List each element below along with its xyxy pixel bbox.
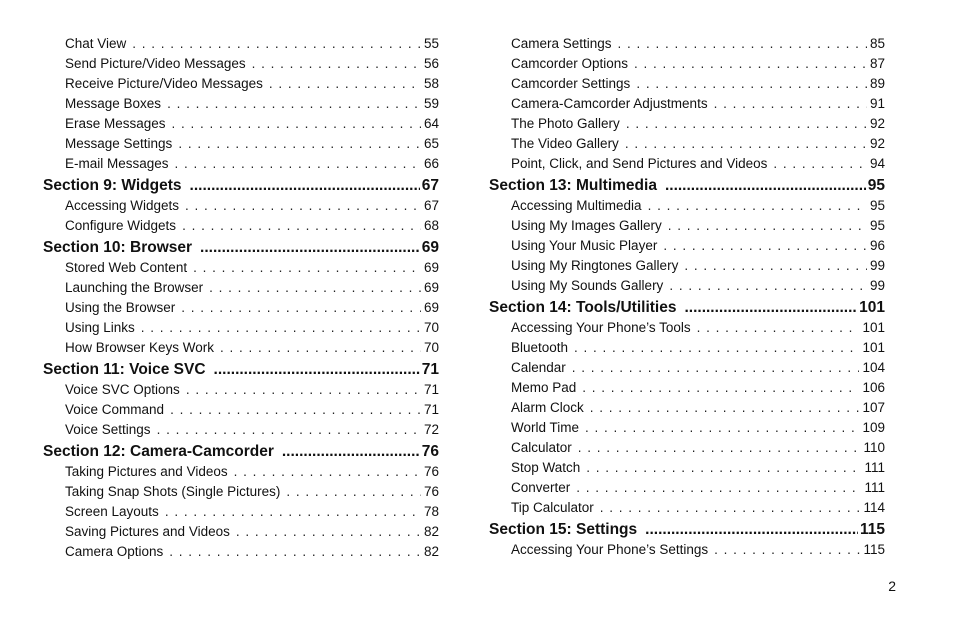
toc-entry [489, 338, 885, 358]
dot-leader [141, 318, 421, 338]
dot-leader [684, 297, 857, 318]
entry-page-number: 69 [423, 300, 439, 315]
entry-title: Calendar [511, 360, 566, 375]
dot-leader [190, 175, 420, 196]
entry-page-number: 59 [423, 96, 439, 111]
toc-section-heading [43, 359, 439, 380]
entry-title: Launching the Browser [65, 280, 204, 295]
dot-leader [170, 400, 421, 420]
dot-leader [157, 420, 421, 440]
entry-title: Converter [511, 480, 571, 495]
entry-page-number: 65 [423, 136, 439, 151]
entry-page-number: 110 [863, 440, 885, 455]
entry-title: Using My Images Gallery [511, 218, 662, 233]
toc-entry [489, 540, 885, 560]
entry-page-number: 95 [869, 218, 885, 233]
toc-entry [489, 318, 885, 338]
toc-entry [489, 196, 885, 216]
toc-entry [489, 398, 885, 418]
entry-page-number: 92 [869, 116, 885, 131]
toc-entry [489, 498, 885, 518]
toc-entry [43, 34, 439, 54]
toc-entry [43, 134, 439, 154]
toc-entry [43, 542, 439, 562]
entry-title: Message Settings [65, 136, 173, 151]
dot-leader [182, 216, 421, 236]
dot-leader [236, 522, 421, 542]
entry-title: Voice Settings [65, 422, 151, 437]
toc-entry [489, 478, 885, 498]
toc-entry [43, 522, 439, 542]
section-page-number: 76 [421, 443, 439, 460]
entry-page-number: 71 [423, 382, 439, 397]
entry-title: Erase Messages [65, 116, 166, 131]
toc-entry [489, 236, 885, 256]
toc-entry [489, 74, 885, 94]
entry-title: Accessing Your Phone’s Tools [511, 320, 691, 335]
entry-page-number: 72 [423, 422, 439, 437]
entry-page-number: 82 [423, 524, 439, 539]
toc-entry [489, 34, 885, 54]
toc-entry [43, 318, 439, 338]
section-page-number: 115 [859, 521, 885, 538]
entry-page-number: 66 [423, 156, 439, 171]
entry-title: Camcorder Settings [511, 76, 631, 91]
dot-leader [169, 542, 421, 562]
section-title: Section 10: Browser [43, 239, 193, 256]
entry-page-number: 76 [423, 464, 439, 479]
entry-page-number: 104 [862, 360, 885, 375]
entry-page-number: 101 [862, 340, 885, 355]
entry-title: How Browser Keys Work [65, 340, 215, 355]
toc-entry [489, 378, 885, 398]
entry-title: Calculator [511, 440, 572, 455]
entry-page-number: 70 [423, 320, 439, 335]
section-title: Section 13: Multimedia [489, 177, 657, 194]
entry-page-number: 111 [864, 460, 885, 475]
entry-title: Using Your Music Player [511, 238, 658, 253]
toc-entry [43, 482, 439, 502]
toc-entry [43, 216, 439, 236]
entry-title: Stored Web Content [65, 260, 188, 275]
entry-title: Screen Layouts [65, 504, 159, 519]
dot-leader [286, 482, 421, 502]
dot-leader [209, 278, 421, 298]
toc-entry [489, 256, 885, 276]
dot-leader [625, 134, 867, 154]
entry-title: Camera-Camcorder Adjustments [511, 96, 708, 111]
toc-entry [43, 154, 439, 174]
entry-title: Camera Settings [511, 36, 612, 51]
entry-title: Stop Watch [511, 460, 581, 475]
toc-section-heading [43, 237, 439, 258]
toc-left-column [43, 34, 439, 562]
toc-right-column [489, 34, 885, 560]
entry-page-number: 115 [863, 542, 885, 557]
dot-leader [582, 378, 859, 398]
toc-entry [489, 94, 885, 114]
entry-page-number: 67 [423, 198, 439, 213]
toc-entry [43, 54, 439, 74]
dot-leader [234, 462, 421, 482]
entry-title: Send Picture/Video Messages [65, 56, 246, 71]
dot-leader [663, 236, 867, 256]
toc-entry [43, 338, 439, 358]
entry-page-number: 87 [869, 56, 885, 71]
entry-page-number: 55 [423, 36, 439, 51]
entry-title: Memo Pad [511, 380, 577, 395]
entry-title: Using the Browser [65, 300, 176, 315]
dot-leader [648, 196, 867, 216]
dot-leader [669, 276, 867, 296]
toc-entry [43, 94, 439, 114]
section-title: Section 9: Widgets [43, 177, 182, 194]
dot-leader [178, 134, 421, 154]
toc-section-heading [489, 175, 885, 196]
dot-leader [214, 359, 420, 380]
toc-entry [43, 400, 439, 420]
entry-page-number: 92 [869, 136, 885, 151]
entry-title: Using Links [65, 320, 135, 335]
entry-page-number: 106 [862, 380, 885, 395]
toc-section-heading [43, 441, 439, 462]
dot-leader [172, 114, 421, 134]
section-title: Section 14: Tools/Utilities [489, 299, 677, 316]
entry-page-number: 69 [423, 260, 439, 275]
section-page-number: 95 [867, 177, 885, 194]
entry-title: Configure Widgets [65, 218, 177, 233]
dot-leader [636, 74, 867, 94]
toc-entry [43, 502, 439, 522]
entry-page-number: 107 [862, 400, 885, 415]
dot-leader [282, 441, 420, 462]
dot-leader [132, 34, 421, 54]
toc-entry [43, 196, 439, 216]
toc-entry [489, 216, 885, 236]
entry-page-number: 58 [423, 76, 439, 91]
dot-leader [252, 54, 421, 74]
dot-leader [200, 237, 420, 258]
entry-title: World Time [511, 420, 580, 435]
entry-page-number: 85 [869, 36, 885, 51]
entry-title: Bluetooth [511, 340, 569, 355]
entry-title: Accessing Multimedia [511, 198, 642, 213]
toc-section-heading [489, 297, 885, 318]
toc-entry [489, 54, 885, 74]
dot-leader [585, 418, 859, 438]
dot-leader [175, 154, 421, 174]
toc-entry [43, 380, 439, 400]
toc-entry [43, 420, 439, 440]
dot-leader [572, 358, 860, 378]
dot-leader [773, 154, 867, 174]
toc-entry [43, 258, 439, 278]
entry-title: Using My Ringtones Gallery [511, 258, 679, 273]
entry-page-number: 91 [869, 96, 885, 111]
toc-entry [489, 154, 885, 174]
toc-section-heading [43, 175, 439, 196]
entry-title: The Photo Gallery [511, 116, 620, 131]
entry-title: Using My Sounds Gallery [511, 278, 664, 293]
dot-leader [590, 398, 860, 418]
section-page-number: 67 [421, 177, 439, 194]
entry-page-number: 70 [423, 340, 439, 355]
toc-entry [43, 462, 439, 482]
entry-page-number: 56 [423, 56, 439, 71]
dot-leader [167, 94, 421, 114]
toc-entry [489, 418, 885, 438]
entry-page-number: 96 [869, 238, 885, 253]
dot-leader [668, 216, 867, 236]
entry-title: Chat View [65, 36, 127, 51]
toc-entry [489, 134, 885, 154]
entry-title: Voice SVC Options [65, 382, 180, 397]
section-title: Section 11: Voice SVC [43, 361, 206, 378]
entry-title: Accessing Your Phone’s Settings [511, 542, 709, 557]
dot-leader [634, 54, 867, 74]
entry-title: Taking Snap Shots (Single Pictures) [65, 484, 281, 499]
toc-entry [489, 438, 885, 458]
section-title: Section 12: Camera-Camcorder [43, 443, 274, 460]
entry-title: Camera Options [65, 544, 164, 559]
toc-entry [489, 358, 885, 378]
entry-title: Message Boxes [65, 96, 162, 111]
entry-title: Receive Picture/Video Messages [65, 76, 263, 91]
entry-page-number: 76 [423, 484, 439, 499]
section-page-number: 71 [421, 361, 439, 378]
entry-title: The Video Gallery [511, 136, 619, 151]
entry-page-number: 69 [423, 280, 439, 295]
dot-leader [165, 502, 421, 522]
dot-leader [220, 338, 421, 358]
toc-entry [489, 276, 885, 296]
dot-leader [626, 114, 867, 134]
toc-entry [489, 114, 885, 134]
entry-title: Camcorder Options [511, 56, 629, 71]
entry-page-number: 109 [862, 420, 885, 435]
entry-page-number: 64 [423, 116, 439, 131]
dot-leader [714, 94, 867, 114]
entry-page-number: 82 [423, 544, 439, 559]
entry-page-number: 101 [862, 320, 885, 335]
entry-title: Voice Command [65, 402, 165, 417]
toc-entry [43, 114, 439, 134]
dot-leader [186, 380, 421, 400]
dot-leader [714, 540, 860, 560]
section-title: Section 15: Settings [489, 521, 638, 538]
entry-page-number: 99 [869, 258, 885, 273]
entry-page-number: 78 [423, 504, 439, 519]
dot-leader [645, 519, 858, 540]
entry-page-number: 95 [869, 198, 885, 213]
entry-page-number: 111 [864, 480, 885, 495]
dot-leader [269, 74, 421, 94]
dot-leader [574, 338, 859, 358]
entry-page-number: 99 [869, 278, 885, 293]
entry-page-number: 114 [863, 500, 885, 515]
toc-entry [43, 74, 439, 94]
dot-leader [618, 34, 867, 54]
entry-title: Accessing Widgets [65, 198, 180, 213]
dot-leader [684, 256, 867, 276]
entry-title: E-mail Messages [65, 156, 169, 171]
toc-entry [43, 298, 439, 318]
section-page-number: 69 [421, 239, 439, 256]
dot-leader [586, 458, 861, 478]
toc-entry [489, 458, 885, 478]
toc-entry [43, 278, 439, 298]
dot-leader [576, 478, 861, 498]
dot-leader [665, 175, 866, 196]
entry-page-number: 89 [869, 76, 885, 91]
dot-leader [578, 438, 861, 458]
entry-page-number: 71 [423, 402, 439, 417]
dot-leader [600, 498, 861, 518]
dot-leader [181, 298, 421, 318]
dot-leader [193, 258, 421, 278]
entry-page-number: 68 [423, 218, 439, 233]
page-number: 2 [888, 578, 896, 594]
entry-title: Saving Pictures and Videos [65, 524, 230, 539]
section-page-number: 101 [859, 299, 885, 316]
entry-title: Alarm Clock [511, 400, 584, 415]
entry-title: Point, Click, and Send Pictures and Videos [511, 156, 768, 171]
entry-page-number: 94 [869, 156, 885, 171]
entry-title: Tip Calculator [511, 500, 594, 515]
dot-leader [697, 318, 860, 338]
entry-title: Taking Pictures and Videos [65, 464, 228, 479]
toc-section-heading [489, 519, 885, 540]
dot-leader [185, 196, 421, 216]
